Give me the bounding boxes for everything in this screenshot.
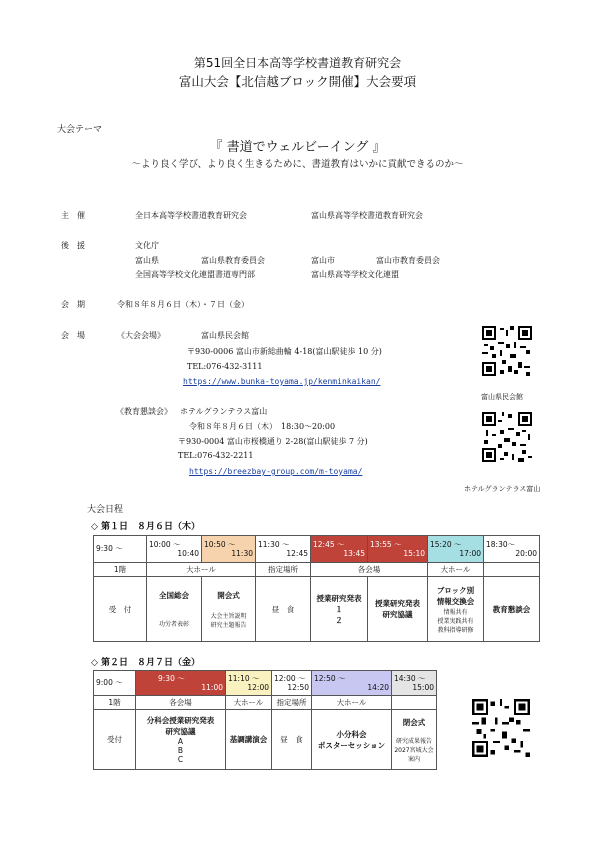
time-row <box>94 536 540 563</box>
qr-code-icon[interactable] <box>472 699 530 757</box>
support-label: 後 援 <box>61 241 85 250</box>
venue-label: 会 場 <box>61 331 85 340</box>
support-item: 富山市 <box>311 256 335 265</box>
time-cell: 11:30 〜 12:45 <box>256 536 311 563</box>
support-item: 富山市教育委員会 <box>376 256 440 265</box>
place-cell <box>392 696 437 710</box>
event-block-exchange: ブロック別 情報交換会 情報共有 授業実践共有 教科指導研修 <box>428 577 484 642</box>
event-reception: 受 付 <box>94 577 147 642</box>
organizers-label: 主 催 <box>61 211 85 220</box>
main-venue-name: 富山県民会館 <box>201 331 249 340</box>
period-label: 会 期 <box>61 300 85 309</box>
event-opening: 開会式 大会主旨説明 研究主題報告 <box>202 577 256 642</box>
time-row <box>94 671 437 696</box>
support-item: 富山県高等学校文化連盟 <box>311 270 399 279</box>
day1-schedule-table <box>93 535 540 642</box>
time-cell: 18:30〜 20:00 <box>484 536 540 563</box>
place-row <box>94 696 437 710</box>
theme-main: 『 書道でウェルビーイング 』 <box>209 140 386 155</box>
period-value: 令和８年８月６日（木）・７日（金） <box>117 300 249 309</box>
time-cell: 9:30 〜 <box>94 536 147 563</box>
support-item: 富山県教育委員会 <box>201 256 265 265</box>
qr-code-icon[interactable] <box>482 326 532 376</box>
place-cell: 各会場 <box>136 696 226 710</box>
place-cell: 各会場 <box>311 563 428 577</box>
event-lunch: 昼 食 <box>272 710 312 770</box>
schedule-label: 大会日程 <box>87 505 124 515</box>
place-cell: 指定場所 <box>272 696 312 710</box>
support-item: 文化庁 <box>135 241 159 250</box>
qr-code-icon[interactable] <box>482 412 532 462</box>
time-cell: 11:10 〜 12:00 <box>226 671 272 696</box>
party-url[interactable]: https://breezbay-group.com/m-toyama/ <box>189 467 363 476</box>
theme-label: 大会テーマ <box>57 125 103 135</box>
time-cell: 14:30 〜 15:00 <box>392 671 437 696</box>
day1-heading: ◇ 第１日 ８月６日（木） <box>91 522 201 532</box>
event-closing: 閉会式 研究成果報告 2027宮城大会 案内 <box>392 710 437 770</box>
qr-caption-1: 富山県民会館 <box>481 393 523 401</box>
day2-schedule-table <box>93 670 437 770</box>
time-cell: 12:45 〜 13:45 <box>311 536 368 563</box>
event-reception: 受付 <box>94 710 136 770</box>
main-venue-label: 《大会会場》 <box>117 331 165 340</box>
party-venue-name: ホテルグランテラス富山 <box>180 407 268 416</box>
place-cell: 1階 <box>94 563 147 577</box>
place-cell: 1階 <box>94 696 136 710</box>
party-tel: TEL:076-432-2211 <box>178 451 254 460</box>
main-venue-url[interactable]: https://www.bunka-toyama.jp/kenminkaikan/ <box>183 377 381 386</box>
party-date: 令和８年８月６日（木） 18:30〜20:00 <box>189 422 336 431</box>
time-cell: 10:00 〜 10:40 <box>147 536 202 563</box>
event-row <box>94 577 540 642</box>
main-venue-tel: TEL:076-432-3111 <box>187 362 263 371</box>
event-presentation-1: 授業研究発表 １ ２ <box>311 577 368 642</box>
place-cell: 大ホール <box>312 696 392 710</box>
place-cell: 大ホール <box>226 696 272 710</box>
time-cell: 12:50 〜 14:20 <box>312 671 392 696</box>
qr-caption-2: ホテルグランテラス富山 <box>464 485 541 493</box>
event-party: 教育懇談会 <box>484 577 540 642</box>
support-item: 富山県 <box>135 256 159 265</box>
event-poster-session: 小分科会 ポスターセッション <box>312 710 392 770</box>
conference-subtitle: 富山大会【北信越ブロック開催】大会要項 <box>178 74 417 89</box>
event-presentation-2: 授業研究発表 研究協議 <box>368 577 428 642</box>
party-address: 〒930-0004 富山市桜橋通り 2-28(富山駅徒歩 7 分) <box>178 437 368 446</box>
place-cell: 大ホール <box>428 563 484 577</box>
conference-title: 第51回全日本高等学校書道教育研究会 <box>193 56 402 70</box>
event-lunch: 昼 食 <box>256 577 311 642</box>
organizer-1: 全日本高等学校書道教育研究会 <box>135 211 247 220</box>
support-item: 全国高等学校文化連盟書道専門部 <box>135 270 255 279</box>
time-cell: 9:00 〜 <box>94 671 136 696</box>
time-cell: 9:30 〜 11:00 <box>136 671 226 696</box>
organizer-2: 富山県高等学校書道教育研究会 <box>311 211 423 220</box>
theme-sub: 〜より良く学び、より良く生きるために、書道教育はいかに貢献できるのか〜 <box>131 159 464 170</box>
time-cell: 15:20 〜 17:00 <box>428 536 484 563</box>
place-row <box>94 563 540 577</box>
time-cell: 10:50 〜 11:30 <box>202 536 256 563</box>
place-cell: 大ホール <box>147 563 256 577</box>
time-cell: 12:00 〜 12:50 <box>272 671 312 696</box>
day2-heading: ◇ 第２日 ８月７日（金） <box>91 658 201 668</box>
main-venue-address: 〒930-0006 富山市新総曲輪 4-18(富山駅徒歩 10 分) <box>187 347 382 356</box>
event-general-meeting: 全国総会 功労者表彰 <box>147 577 202 642</box>
party-venue-label: 《教育懇談会》 <box>116 407 172 416</box>
place-cell: 指定場所 <box>256 563 311 577</box>
event-row <box>94 710 437 770</box>
event-subcommittee: 分科会授業研究発表 研究協議 A B C <box>136 710 226 770</box>
place-cell <box>484 563 540 577</box>
time-cell: 13:55 〜 15:10 <box>368 536 428 563</box>
event-keynote: 基調講演会 <box>226 710 272 770</box>
